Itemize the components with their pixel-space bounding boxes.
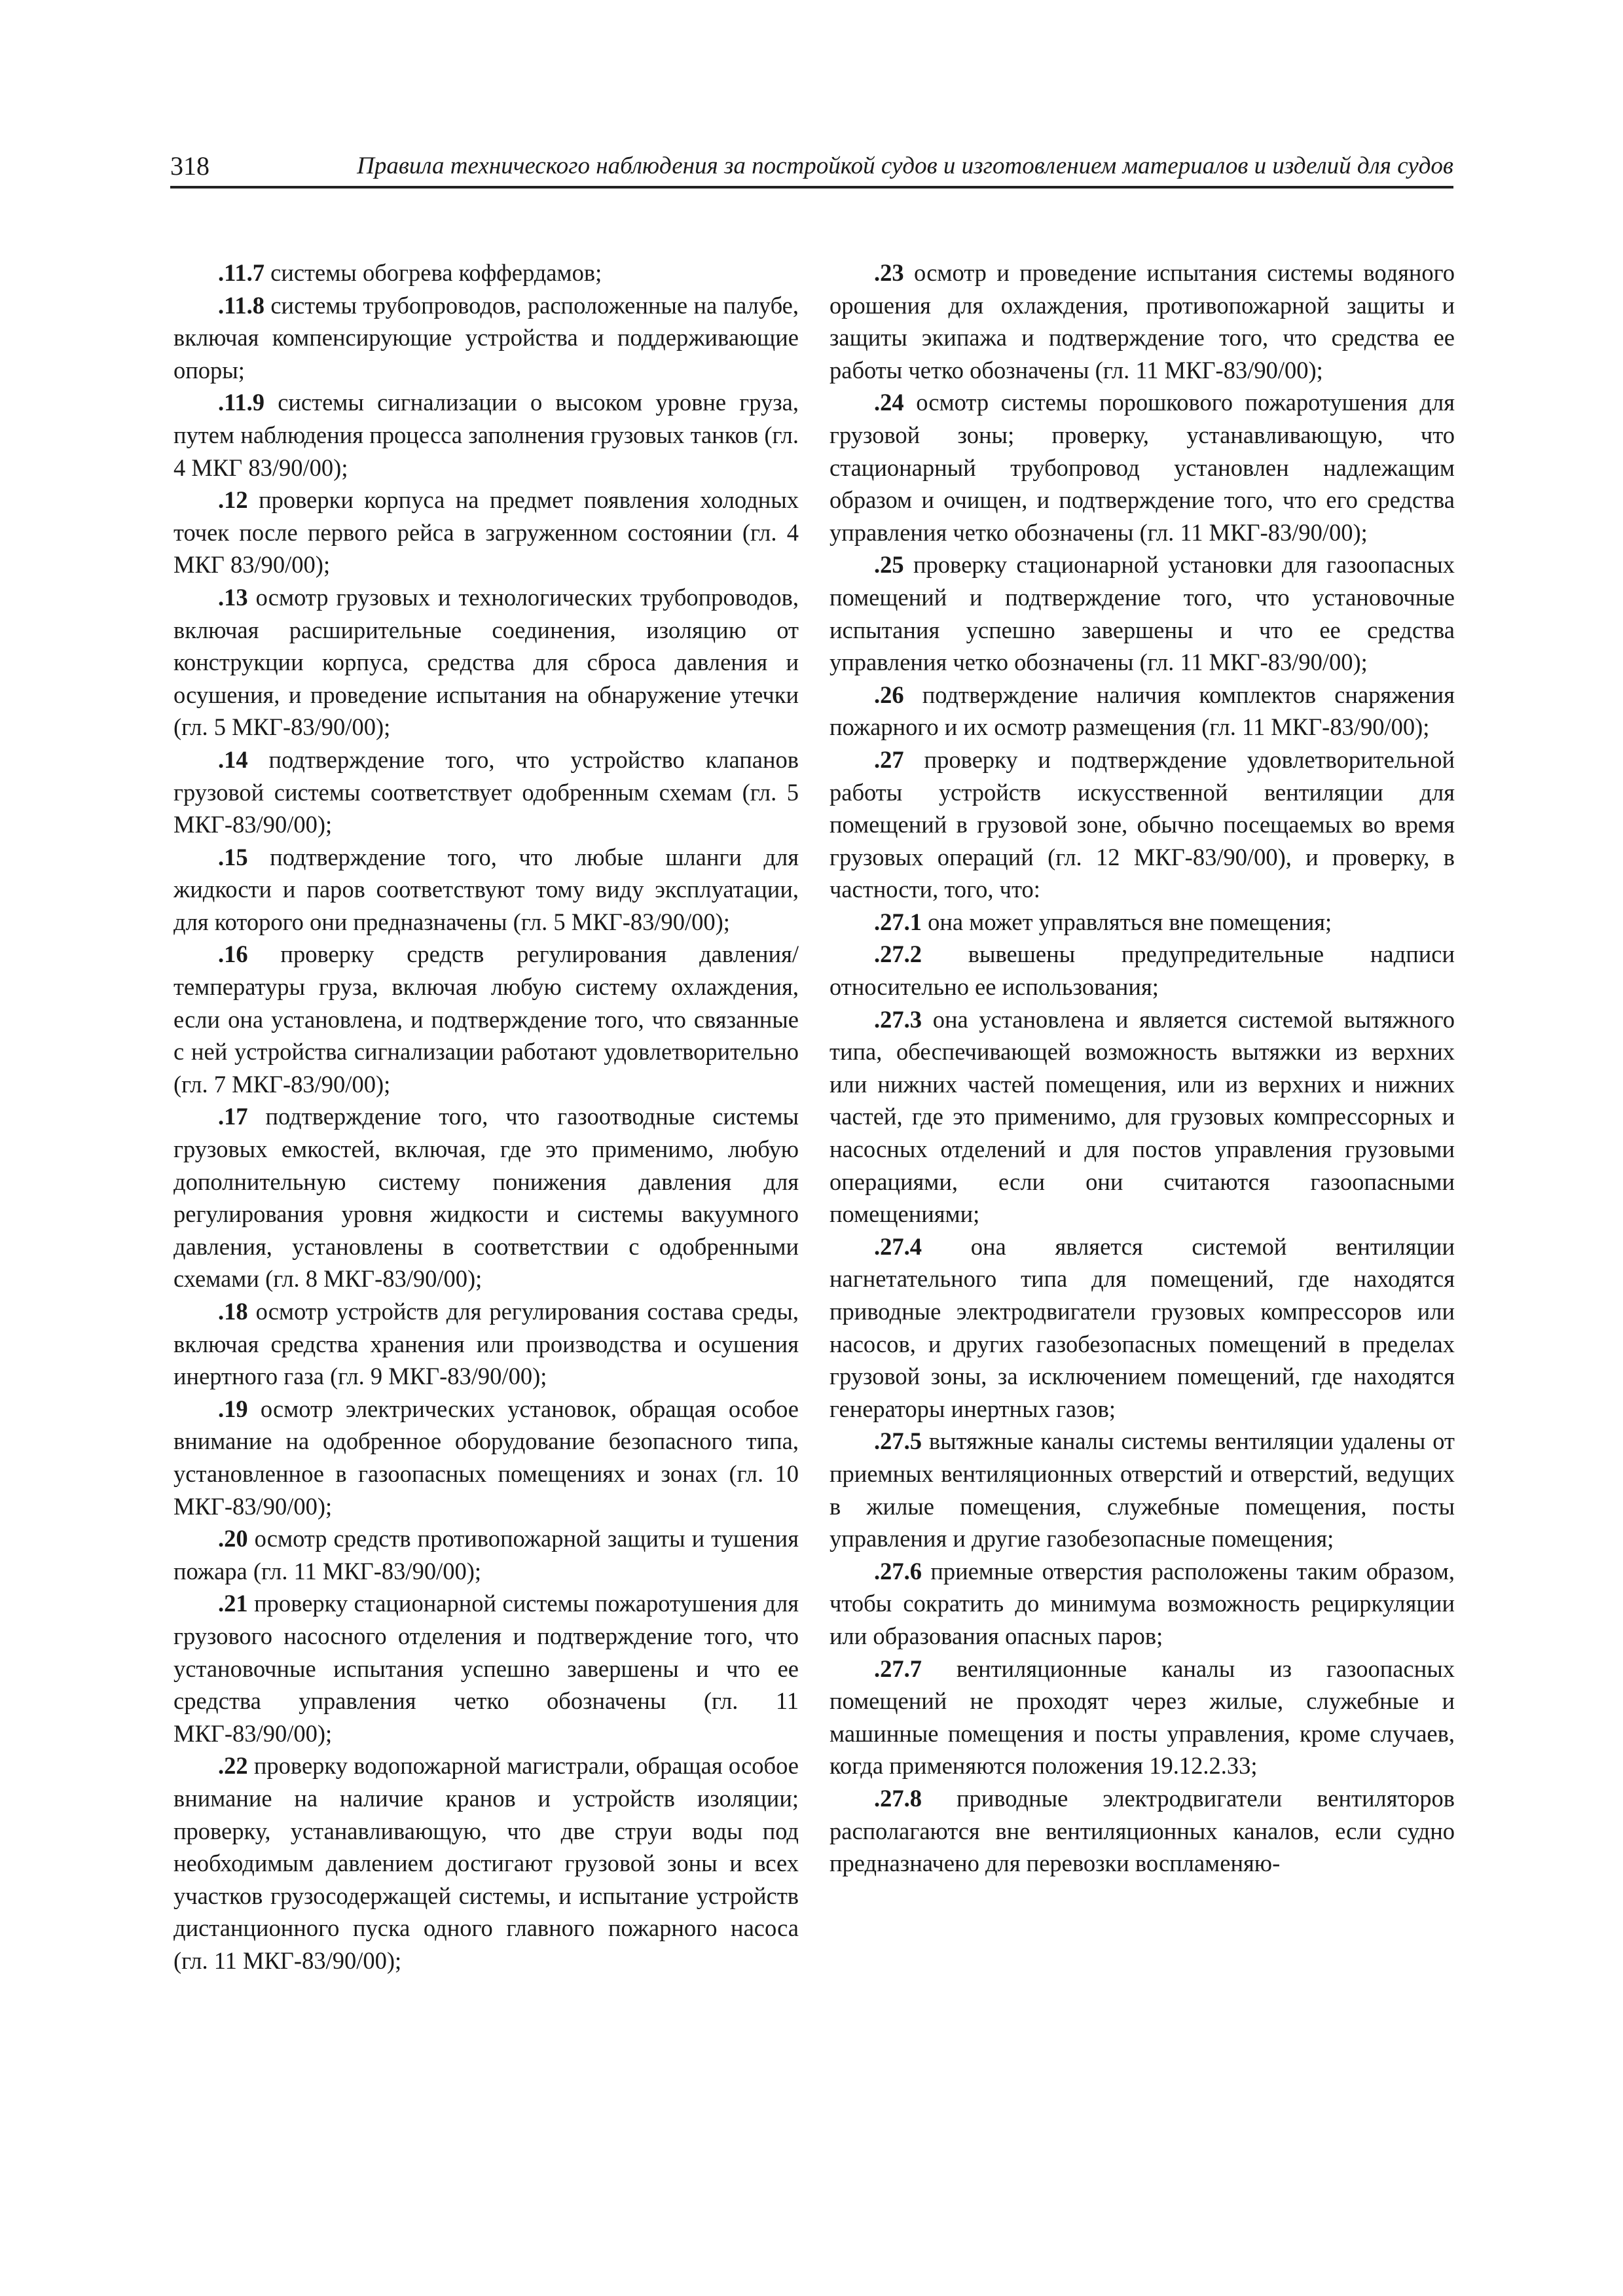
item-text: подтверждение того, что любые шланги для жидкости и паров соответствуют тому виду эксплуатации, для которого они предназначены (гл. 5 МКГ-83/90/00); bbox=[173, 843, 799, 935]
item-number: .12 bbox=[218, 486, 248, 514]
item-number: .11.7 bbox=[218, 259, 264, 286]
item-text: осмотр системы порошкового пожаротушения для грузовой зоны; проверку, устанавливающую, что стационарный трубопровод установлен надлежащим образом и очищен, и подтверждение того, что его средства управления четко обозначены (гл. 11 МКГ-83/90/00); bbox=[830, 389, 1455, 546]
list-item bbox=[173, 289, 799, 387]
item-text: вывешены предупредительные надписи относительно ее использования; bbox=[830, 941, 1455, 1001]
list-item bbox=[173, 386, 799, 484]
item-text: вытяжные каналы системы вентиляции удалены от приемных вентиляционных отверстий и отверстий, ведущих в жилые помещения, служебные помещения, посты управления и другие газобезопасные помещения; bbox=[830, 1427, 1455, 1552]
list-item bbox=[173, 1393, 799, 1522]
item-number: .27.2 bbox=[874, 941, 922, 968]
item-number: .20 bbox=[218, 1525, 248, 1552]
item-number: .14 bbox=[218, 745, 248, 773]
item-number: .19 bbox=[218, 1395, 248, 1422]
list-item bbox=[830, 1653, 1455, 1782]
list-item bbox=[173, 1295, 799, 1393]
item-text: проверку средств регулирования давления/температуры груза, включая любую систему охлаждения, если она установлена, и подтверждение того, что связанные с ней устройства сигнализации работают удовлетворительно (гл. 7 МКГ-83/90/00); bbox=[173, 941, 799, 1098]
item-number: .26 bbox=[874, 681, 904, 708]
list-item bbox=[830, 679, 1455, 744]
list-item bbox=[830, 1425, 1455, 1554]
left-column bbox=[173, 257, 799, 1977]
item-number: .22 bbox=[218, 1752, 248, 1780]
item-number: .11.8 bbox=[218, 291, 264, 319]
item-number: .27.4 bbox=[874, 1232, 922, 1260]
list-item bbox=[830, 906, 1455, 939]
list-item bbox=[830, 938, 1455, 1003]
item-text: системы трубопроводов, расположенные на палубе, включая компенсирующие устройства и поддерживающие опоры; bbox=[173, 291, 799, 384]
list-item bbox=[830, 1003, 1455, 1230]
item-text: она является системой вентиляции нагнетательного типа для помещений, где находятся приводные электродвигатели грузовых компрессоров или насосов, и других газобезопасных помещений в пределах грузовой зоны, за исключением помещений, где находятся генераторы инертных газов; bbox=[830, 1232, 1455, 1422]
item-text: подтверждение того, что газоотводные системы грузовых емкостей, включая, где это применимо, любую дополнительную систему понижения давления для регулирования уровня жидкости и системы вакуумного давления, установлены в соответствии с одобренными схемами (гл. 8 МКГ-83/90/00); bbox=[173, 1103, 799, 1293]
item-text: она может управляться вне помещения; bbox=[922, 908, 1332, 935]
item-number: .18 bbox=[218, 1298, 248, 1325]
item-text: осмотр средств противопожарной защиты и тушения пожара (гл. 11 МКГ-83/90/00); bbox=[173, 1525, 799, 1585]
item-number: .27.5 bbox=[874, 1427, 922, 1455]
list-item bbox=[173, 841, 799, 939]
right-column bbox=[830, 257, 1455, 1880]
list-item bbox=[830, 257, 1455, 386]
item-number: .24 bbox=[874, 389, 904, 416]
item-text: системы обогрева коффердамов; bbox=[264, 259, 602, 286]
list-item bbox=[830, 548, 1455, 678]
item-number: .27 bbox=[874, 745, 904, 773]
item-number: .27.3 bbox=[874, 1005, 922, 1033]
list-item bbox=[173, 581, 799, 744]
item-number: .25 bbox=[874, 551, 904, 579]
item-number: .13 bbox=[218, 583, 248, 611]
running-title: Правила технического наблюдения за постройкой судов и изготовлением материалов и изделий для судов bbox=[357, 152, 1453, 179]
list-item bbox=[173, 1749, 799, 1977]
item-text: она установлена и является системой вытяжного типа, обеспечивающей возможность вытяжки из верхних или нижних частей помещения, или из верхних и нижних частей, где это применимо, для грузовых компрессорных и насосных отделений и для постов управления грузовыми операциями, если они считаются газоопасными помещениями; bbox=[830, 1005, 1455, 1228]
list-item bbox=[830, 386, 1455, 548]
page-header bbox=[170, 147, 1453, 188]
item-text: вентиляционные каналы из газоопасных помещений не проходят через жилые, служебные и машинные помещения и посты управления, кроме случаев, когда применяются положения 19.12.2.33; bbox=[830, 1655, 1455, 1780]
item-text: проверку стационарной системы пожаротушения для грузового насосного отделения и подтверждение того, что установочные испытания успешно завершены и что ее средства управления четко обозначены (гл. 11 МКГ-83/90/00); bbox=[173, 1590, 799, 1747]
list-item bbox=[173, 257, 799, 289]
item-text: проверку водопожарной магистрали, обращая особое внимание на наличие кранов и устройств изоляции; проверку, устанавливающую, что две струи воды под необходимым давлением достигают грузовой зоны и всех участков грузосодержащей системы, и испытание устройств дистанционного пуска одного главного пожарного насоса (гл. 11 МКГ-83/90/00); bbox=[173, 1752, 799, 1974]
item-number: .27.8 bbox=[874, 1784, 922, 1812]
item-number: .27.6 bbox=[874, 1557, 922, 1585]
list-item bbox=[173, 1587, 799, 1749]
list-item bbox=[173, 938, 799, 1100]
list-item bbox=[830, 1782, 1455, 1880]
item-number: .16 bbox=[218, 941, 248, 968]
list-item bbox=[173, 744, 799, 841]
item-number: .17 bbox=[218, 1103, 248, 1130]
item-text: подтверждение того, что устройство клапанов грузовой системы соответствует одобренным схемам (гл. 5 МКГ-83/90/00); bbox=[173, 745, 799, 838]
item-text: проверки корпуса на предмет появления холодных точек после первого рейса в загруженном состоянии (гл. 4 МКГ 83/90/00); bbox=[173, 486, 799, 579]
item-text: приводные электродвигатели вентиляторов располагаются вне вентиляционных каналов, если судно предназначено для перевозки воспламеняю- bbox=[830, 1784, 1455, 1877]
list-item bbox=[173, 1100, 799, 1295]
item-text: системы сигнализации о высоком уровне груза, путем наблюдения процесса заполнения грузовых танков (гл. 4 МКГ 83/90/00); bbox=[173, 389, 799, 481]
item-text: подтверждение наличия комплектов снаряжения пожарного и их осмотр размещения (гл. 11 МКГ-83/90/00); bbox=[830, 681, 1455, 741]
item-number: .11.9 bbox=[218, 389, 264, 416]
list-item bbox=[173, 1522, 799, 1587]
item-text: осмотр грузовых и технологических трубопроводов, включая расширительные соединения, изоляцию от конструкции корпуса, средства для сброса давления и осушения, и проведение испытания на обнаружение утечки (гл. 5 МКГ-83/90/00); bbox=[173, 583, 799, 741]
list-item bbox=[830, 1555, 1455, 1653]
item-text: проверку и подтверждение удовлетворительной работы устройств искусственной вентиляции для помещений в грузовой зоне, обычно посещаемых во время грузовых операций (гл. 12 МКГ-83/90/00), и проверку, в частности, того, что: bbox=[830, 745, 1455, 903]
item-text: осмотр электрических установок, обращая особое внимание на одобренное оборудование безопасного типа, установленное в газоопасных помещениях и зонах (гл. 10 МКГ-83/90/00); bbox=[173, 1395, 799, 1520]
item-text: осмотр устройств для регулирования состава среды, включая средства хранения или производства и осушения инертного газа (гл. 9 МКГ-83/90/00); bbox=[173, 1298, 799, 1390]
item-text: проверку стационарной установки для газоопасных помещений и подтверждение того, что установочные испытания успешно завершены и что ее средства управления четко обозначены (гл. 11 МКГ-83/90/00); bbox=[830, 551, 1455, 676]
list-item bbox=[830, 744, 1455, 906]
item-text: приемные отверстия расположены таким образом, чтобы сократить до минимума возможность рециркуляции или образования опасных паров; bbox=[830, 1557, 1455, 1649]
item-text: осмотр и проведение испытания системы водяного орошения для охлаждения, противопожарной защиты и защиты экипажа и подтверждение того, что средства ее работы четко обозначены (гл. 11 МКГ-83/90/00); bbox=[830, 259, 1455, 384]
list-item bbox=[173, 484, 799, 581]
page-number: 318 bbox=[170, 151, 210, 181]
item-number: .27.7 bbox=[874, 1655, 922, 1682]
item-number: .23 bbox=[874, 259, 904, 286]
item-number: .21 bbox=[218, 1590, 248, 1617]
list-item bbox=[830, 1230, 1455, 1426]
item-number: .27.1 bbox=[874, 908, 922, 935]
item-number: .15 bbox=[218, 843, 248, 870]
